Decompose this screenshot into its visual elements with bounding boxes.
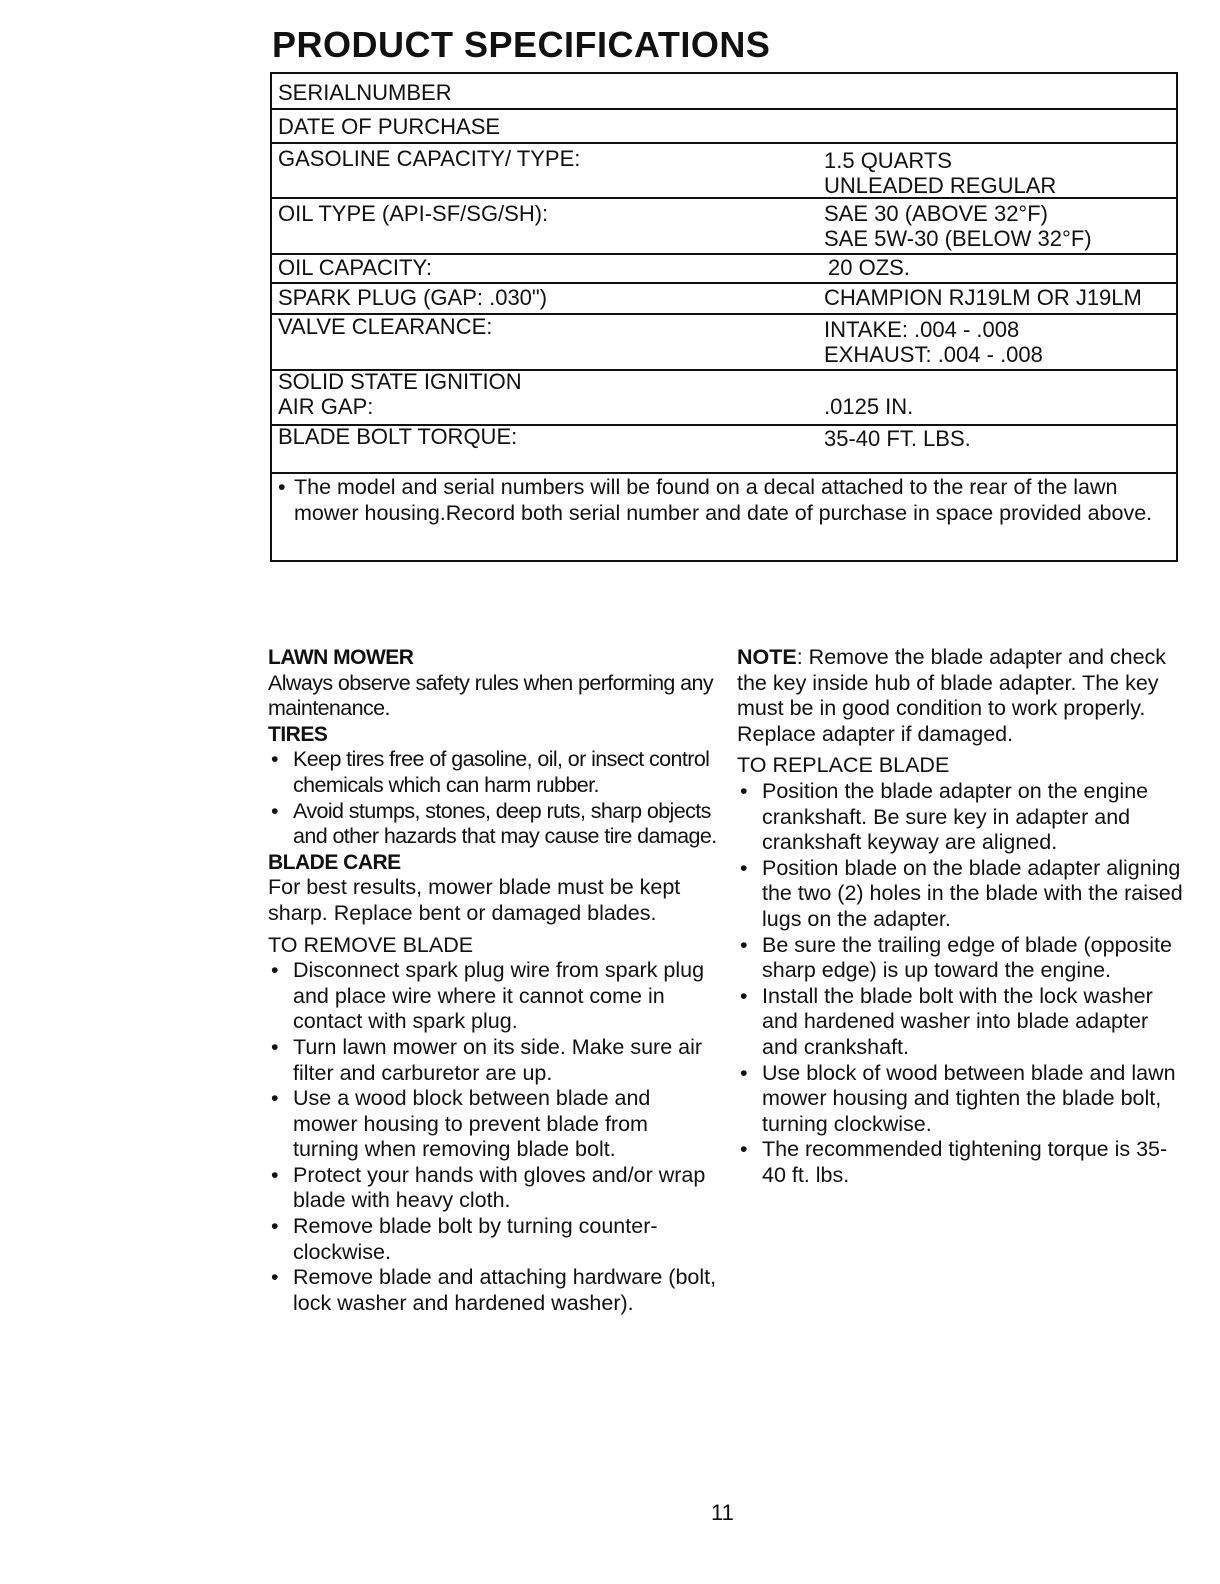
lawnmower-heading: LAWN MOWER (268, 646, 414, 669)
list-item: • Use a wood block between blade and mower housing to prevent blade from turning when removing blade bolt. (268, 1086, 718, 1163)
page-number: 11 (711, 1500, 734, 1525)
spec-table (270, 72, 1178, 562)
spec-value: .0125 IN. (824, 394, 914, 419)
spec-label: SERIALNUMBER (278, 80, 452, 105)
spec-row-serial-number (272, 74, 1176, 110)
spec-value: CHAMPION RJ19LM OR J19LM (824, 285, 1142, 310)
spec-row-oil-capacity (272, 253, 1176, 284)
remove-blade-list (268, 958, 718, 1316)
spec-row-date-of-purchase (272, 108, 1176, 144)
spec-value: SAE 30 (ABOVE 32°F) SAE 5W-30 (BELOW 32°F) (824, 201, 1092, 251)
spec-label: SOLID STATE IGNITION AIR GAP: (278, 369, 522, 419)
list-item: • Remove blade and attaching hardware (bolt, lock washer and hardened washer). (268, 1265, 718, 1316)
bullet-icon: • (278, 475, 286, 499)
spec-value: INTAKE: .004 - .008 EXHAUST: .004 - .008 (824, 317, 1043, 367)
spec-label: VALVE CLEARANCE: (278, 314, 493, 339)
list-item: • Avoid stumps, stones, deep ruts, sharp objects and other hazards that may cause tire damage. (268, 799, 718, 850)
spec-value: 35-40 FT. LBS. (824, 426, 971, 451)
spec-row-gasoline (272, 142, 1176, 199)
spec-row-spark-plug (272, 282, 1176, 315)
spec-label: OIL TYPE (API-SF/SG/SH): (278, 201, 549, 226)
note-label: NOTE (737, 645, 797, 669)
right-column (737, 645, 1187, 1188)
list-item: • Remove blade bolt by turning counter-clockwise. (268, 1214, 718, 1265)
list-item: • Install the blade bolt with the lock washer and hardened washer into blade adapter and crankshaft. (737, 984, 1187, 1061)
spec-label: OIL CAPACITY: (278, 255, 433, 280)
replace-blade-heading: TO REPLACE BLADE (737, 753, 950, 778)
spec-note-text: The model and serial numbers will be found on a decal attached to the rear of the lawn mower housing.Record both serial number and date of purchase in space provided above. (294, 475, 1153, 525)
list-item: • Turn lawn mower on its side. Make sure air filter and carburetor are up. (268, 1035, 718, 1086)
blade-care-heading: BLADE CARE (268, 850, 401, 874)
list-item: • Protect your hands with gloves and/or wrap blade with heavy cloth. (268, 1163, 718, 1214)
left-column (268, 645, 718, 1316)
spec-note (278, 474, 1168, 526)
tires-list (268, 747, 718, 849)
spec-label: BLADE BOLT TORQUE: (278, 424, 518, 449)
list-item: • Keep tires free of gasoline, oil, or insect control chemicals which can harm rubber. (268, 747, 718, 798)
spec-label: DATE OF PURCHASE (278, 114, 501, 139)
list-item: • Be sure the trailing edge of blade (opposite sharp edge) is up toward the engine. (737, 933, 1187, 984)
spec-label: GASOLINE CAPACITY/ TYPE: (278, 146, 581, 171)
spec-row-blade-bolt-torque (272, 424, 1176, 474)
list-item: • Use block of wood between blade and lawn mower housing and tighten the blade bolt, turning clockwise. (737, 1061, 1187, 1138)
list-item: • The recommended tightening torque is 35-40 ft. lbs. (737, 1137, 1187, 1188)
note-text: : Remove the blade adapter and check the key inside hub of blade adapter. The key must be in good condition to work properly. Replace adapter if damaged. (737, 645, 1167, 746)
list-item: • Disconnect spark plug wire from spark plug and place wire where it cannot come in contact with spark plug. (268, 958, 718, 1035)
page-title: PRODUCT SPECIFICATIONS (272, 24, 771, 65)
lawnmower-text: Always observe safety rules when performing any maintenance. (268, 670, 714, 721)
remove-blade-heading: TO REMOVE BLADE (268, 932, 474, 957)
list-item: • Position the blade adapter on the engine crankshaft. Be sure key in adapter and crankshaft keyway are aligned. (737, 779, 1187, 856)
spec-row-oil-type (272, 197, 1176, 255)
spec-value: 1.5 QUARTS UNLEADED REGULAR (824, 148, 1057, 198)
spec-value: 20 OZS. (828, 255, 910, 280)
spec-row-valve-clearance (272, 313, 1176, 371)
blade-care-text: For best results, mower blade must be kept sharp. Replace bent or damaged blades. (268, 875, 681, 925)
note-paragraph (737, 645, 1187, 747)
list-item: • Position blade on the blade adapter aligning the two (2) holes in the blade with the raised lugs on the adapter. (737, 856, 1187, 933)
spec-row-ignition-air-gap (272, 369, 1176, 426)
replace-blade-list (737, 779, 1187, 1189)
spec-label: SPARK PLUG (GAP: .030") (278, 285, 548, 310)
tires-heading: TIRES (268, 722, 328, 746)
